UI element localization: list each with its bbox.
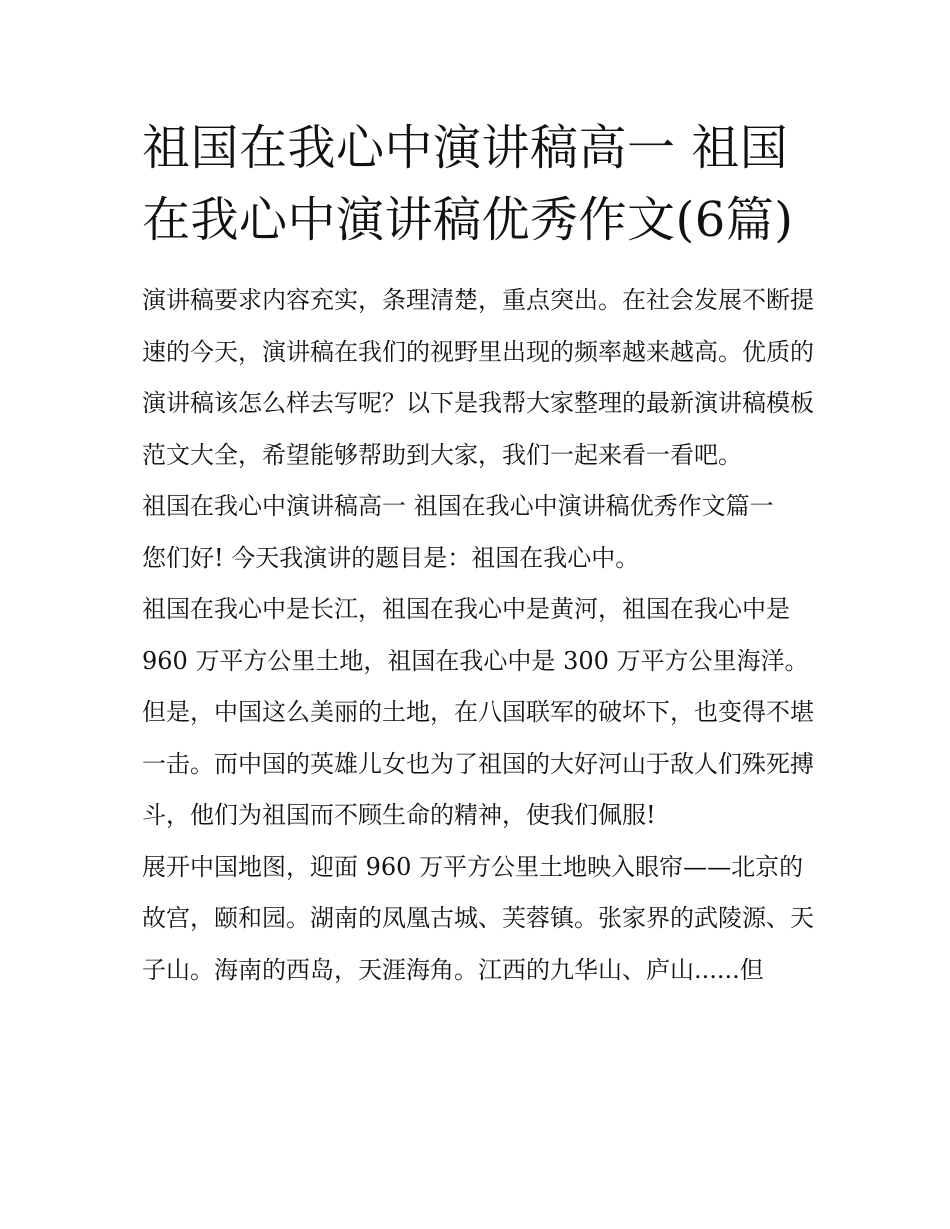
paragraph-greeting: 您们好! 今天我演讲的题目是：祖国在我心中。 <box>142 543 640 572</box>
paragraph-section-heading: 祖国在我心中演讲稿高一 祖国在我心中演讲稿优秀作文篇一 <box>142 492 774 520</box>
document-body <box>142 275 814 996</box>
paragraph-rivers-land: 祖国在我心中是长江，祖国在我心中是黄河，祖国在我心中是960 万平方公里土地，祖国在我心中是 300 万平方公里海洋。 <box>142 595 809 675</box>
document-title: 祖国在我心中演讲稿高一 祖国在我心中演讲稿优秀作文(6篇) <box>142 120 794 248</box>
paragraph-map: 展开中国地图，迎面 960 万平方公里土地映入眼帘——北京的故宫，颐和园。湖南的凤凰古城、芙蓉镇。张家界的武陵源、天子山。海南的西岛，天涯海角。江西的九华山、庐山......但 <box>142 852 814 984</box>
document-content <box>142 112 814 996</box>
paragraph-history: 但是，中国这么美丽的土地，在八国联军的破坏下，也变得不堪一击。而中国的英雄儿女也为了祖国的大好河山于敌人们殊死搏斗，他们为祖国而不顾生命的精神，使我们佩服! <box>142 698 814 829</box>
paragraph-intro: 演讲稿要求内容充实，条理清楚，重点突出。在社会发展不断提速的今天，演讲稿在我们的视野里出现的频率越来越高。优质的演讲稿该怎么样去写呢？以下是我帮大家整理的最新演讲稿模板范文大全，希望能够帮助到大家，我们一起来看一看吧。 <box>142 286 814 469</box>
